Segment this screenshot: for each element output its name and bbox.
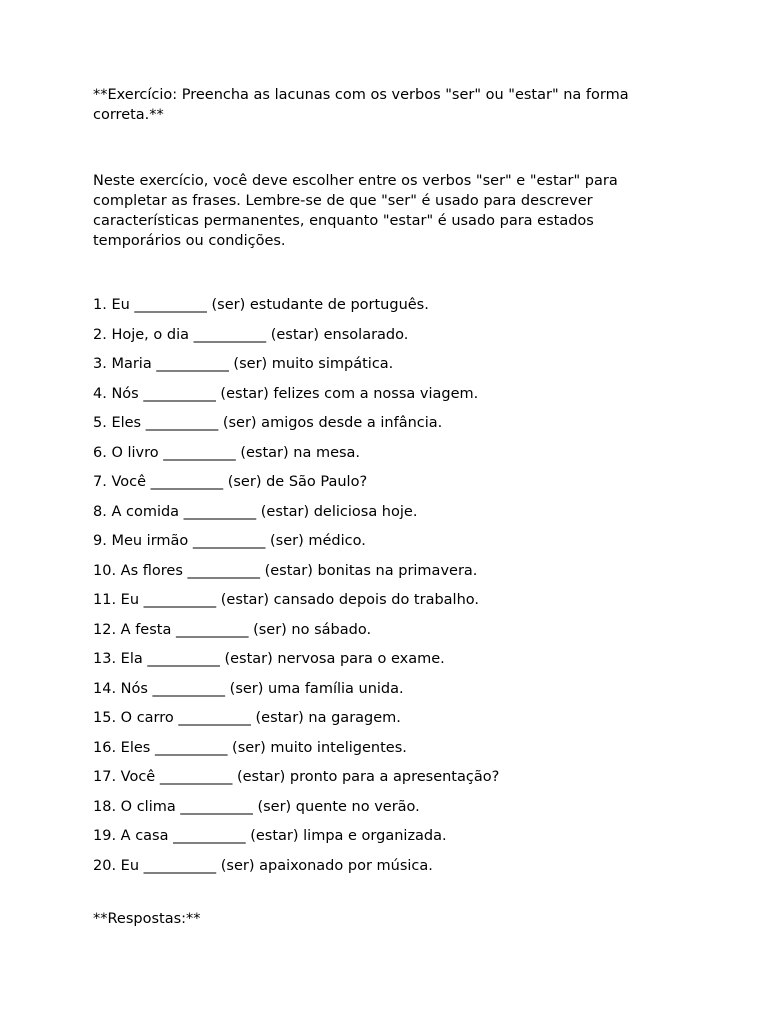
exercise-instructions: Neste exercício, você deve escolher entre os verbos "ser" e "estar" para completar as frases. Lembre-se de que "ser" é usado para descrever características permanentes, enquanto "estar" é usado para estados temporários ou condições. (93, 173, 618, 249)
exercise-item: 16. Eles __________ (ser) muito inteligentes. (93, 739, 407, 756)
exercise-item: 8. A comida __________ (estar) deliciosa hoje. (93, 503, 418, 520)
exercise-item: 1. Eu __________ (ser) estudante de português. (93, 297, 429, 313)
exercise-item: 10. As flores __________ (estar) bonitas na primavera. (93, 562, 478, 579)
exercise-title: **Exercício: Preencha as lacunas com os verbos "ser" ou "estar" na forma correta.** (93, 87, 629, 123)
exercise-item: 11. Eu __________ (estar) cansado depois do trabalho. (93, 592, 479, 608)
exercise-item: 4. Nós __________ (estar) felizes com a nossa viagem. (93, 385, 479, 402)
exercise-item: 14. Nós __________ (ser) uma família unida. (93, 680, 404, 697)
exercise-item: 19. A casa __________ (estar) limpa e organizada. (93, 828, 447, 844)
exercise-item: 12. A festa __________ (ser) no sábado. (93, 621, 372, 638)
exercise-item: 2. Hoje, o dia __________ (estar) ensolarado. (93, 326, 409, 343)
exercise-item: 9. Meu irmão __________ (ser) médico. (93, 533, 366, 549)
exercise-item: 17. Você __________ (estar) pronto para a apresentação? (93, 769, 500, 785)
exercise-item: 15. O carro __________ (estar) na garagem. (93, 710, 401, 726)
answers-heading: **Respostas:** (93, 911, 201, 927)
exercise-item: 20. Eu __________ (ser) apaixonado por música. (93, 857, 433, 874)
document-page (93, 85, 683, 929)
exercise-list (93, 291, 683, 881)
exercise-item: 6. O livro __________ (estar) na mesa. (93, 444, 361, 461)
exercise-item: 3. Maria __________ (ser) muito simpática. (93, 356, 394, 372)
exercise-item: 18. O clima __________ (ser) quente no verão. (93, 798, 420, 815)
exercise-item: 5. Eles __________ (ser) amigos desde a infância. (93, 415, 443, 431)
exercise-item: 13. Ela __________ (estar) nervosa para o exame. (93, 651, 445, 667)
exercise-item: 7. Você __________ (ser) de São Paulo? (93, 474, 368, 490)
